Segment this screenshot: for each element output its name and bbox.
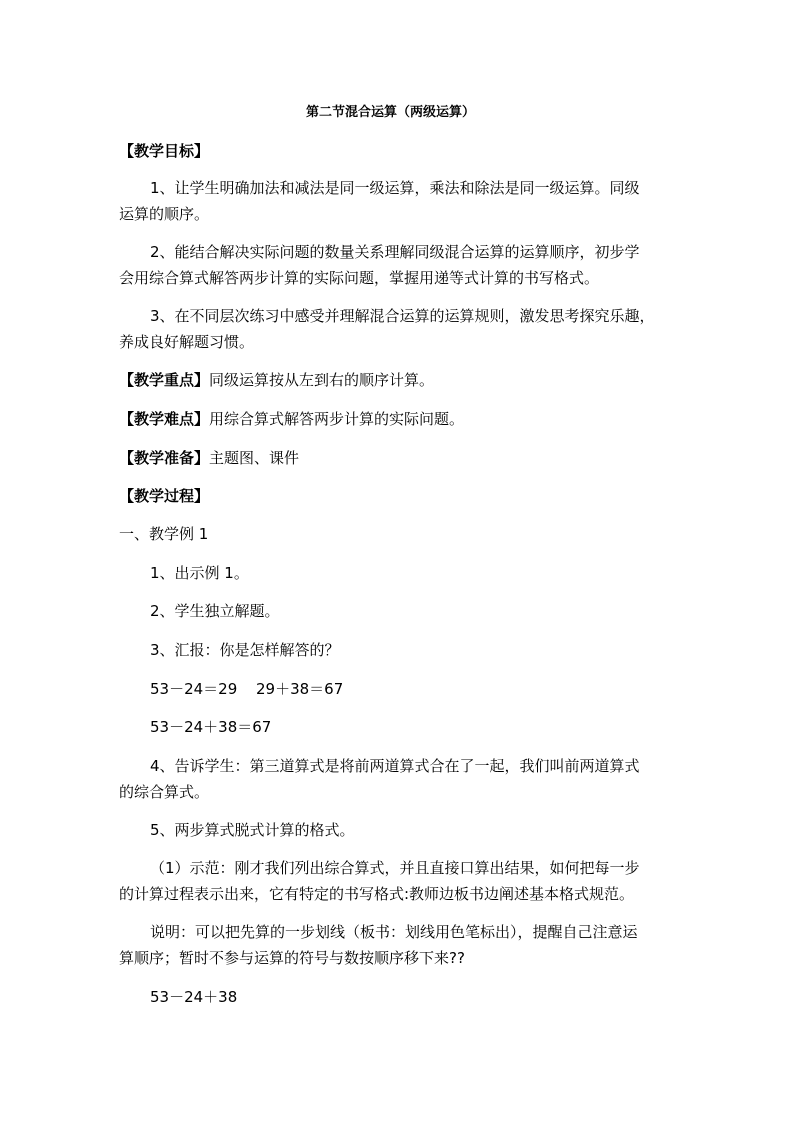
objective-3-line-1: 3、在不同层次练习中感受并理解混合运算的运算规则，激发思考探究乐趣， [150, 307, 655, 325]
difficulty-text: 用综合算式解答两步计算的实际问题。 [209, 410, 465, 428]
equation-4: 53－24＋38 [150, 988, 238, 1006]
step-4-line-1: 4、告诉学生：第三道算式是将前两道算式合在了一起，我们叫前两道算式 [150, 757, 640, 775]
objective-1-line-2: 运算的顺序。 [119, 205, 210, 223]
objectives-heading: 【教学目标】 [119, 142, 210, 160]
process-heading: 【教学过程】 [119, 487, 210, 505]
step-3: 3、汇报：你是怎样解答的？ [150, 641, 340, 659]
objective-3-line-2: 养成良好解题习惯。 [119, 333, 255, 351]
note-line-2: 算顺序；暂时不参与运算的符号与数按顺序移下来?? [119, 949, 465, 967]
note-line-1: 说明：可以把先算的一步划线（板书：划线用色笔标出），提醒自己注意运 [150, 923, 638, 941]
preparation-label: 【教学准备】 [119, 449, 210, 467]
key-point-label: 【教学重点】 [119, 371, 210, 389]
step-5a-line-1: （1）示范：刚才我们列出综合算式，并且直接口算出结果，如何把每一步 [150, 859, 640, 877]
step-1: 1、出示例 1。 [150, 564, 249, 582]
equation-1: 53－24＝29 [150, 680, 238, 698]
objective-1-line-1: 1、让学生明确加法和减法是同一级运算，乘法和除法是同一级运算。同级 [150, 179, 640, 197]
difficulty-label: 【教学难点】 [119, 410, 210, 428]
objective-2-line-1: 2、能结合解决实际问题的数量关系理解同级混合运算的运算顺序，初步学 [150, 243, 640, 261]
equation-2: 29＋38＝67 [256, 680, 344, 698]
step-5a-line-2: 的计算过程表示出来，它有特定的书写格式:教师边板书边阐述基本格式规范。 [119, 885, 635, 903]
preparation [119, 448, 299, 468]
section-1-heading: 一、教学例 1 [119, 525, 209, 543]
equation-3: 53－24＋38＝67 [150, 718, 272, 736]
preparation-text: 主题图、课件 [209, 449, 300, 467]
page-title: 第二节混合运算（两级运算） [306, 105, 476, 120]
difficulty [119, 409, 464, 429]
key-point-text: 同级运算按从左到右的顺序计算。 [209, 371, 435, 389]
step-4-line-2: 的综合算式。 [119, 783, 210, 801]
key-point [119, 370, 434, 390]
step-5: 5、两步算式脱式计算的格式。 [150, 821, 355, 839]
objective-2-line-2: 会用综合算式解答两步计算的实际问题，掌握用递等式计算的书写格式。 [119, 269, 600, 287]
step-2: 2、学生独立解题。 [150, 602, 280, 620]
